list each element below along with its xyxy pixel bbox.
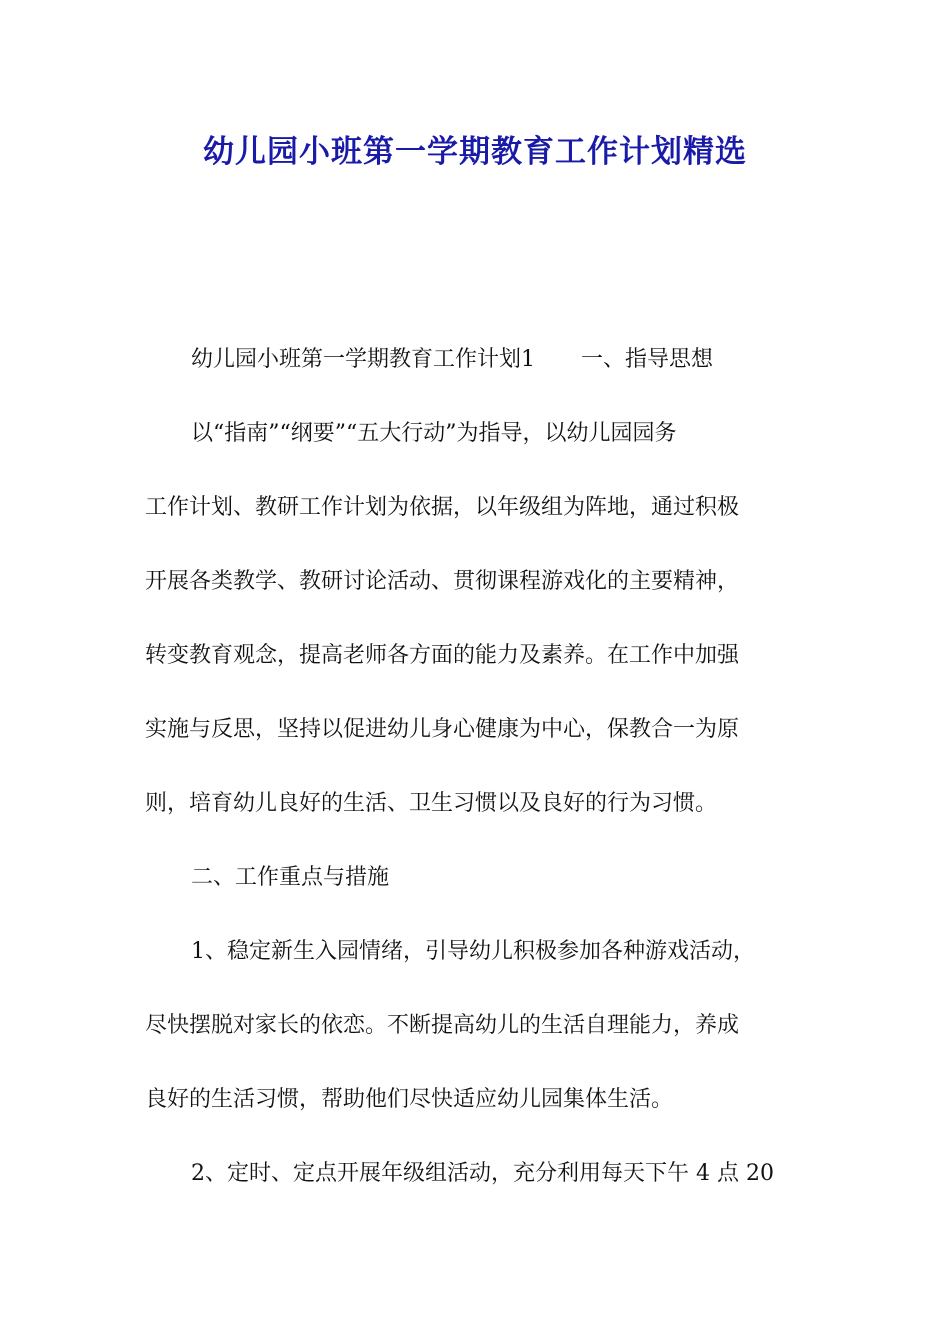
paragraph-line: 以“指南”“纲要”“五大行动”为指导，以幼儿园园务 bbox=[191, 421, 677, 446]
paragraph-line: 尽快摆脱对家长的依恋。不断提高幼儿的生活自理能力，养成 bbox=[145, 1013, 740, 1038]
paragraph-line: 转变教育观念，提高老师各方面的能力及素养。在工作中加强 bbox=[145, 643, 740, 668]
document-body bbox=[145, 338, 810, 1226]
paragraph-line: 良好的生活习惯，帮助他们尽快适应幼儿园集体生活。 bbox=[145, 1087, 674, 1112]
paragraph-line: 实施与反思，坚持以促进幼儿身心健康为中心，保教合一为原 bbox=[145, 717, 740, 742]
document-subtitle: 幼儿园小班第一学期教育工作计划1 bbox=[191, 347, 535, 372]
document-title: 幼儿园小班第一学期教育工作计划精选 bbox=[203, 134, 747, 170]
paragraph-line: 2、定时、定点开展年级组活动，充分利用每天下午 4 点 20 bbox=[191, 1161, 774, 1186]
paragraph-line: 1、稳定新生入园情绪，引导幼儿积极参加各种游戏活动， bbox=[191, 939, 755, 964]
paragraph-line: 开展各类教学、教研讨论活动、贯彻课程游戏化的主要精神， bbox=[145, 569, 740, 594]
paragraph-line: 则，培育幼儿良好的生活、卫生习惯以及良好的行为习惯。 bbox=[145, 791, 718, 816]
paragraph-line: 工作计划、教研工作计划为依据，以年级组为阵地，通过积极 bbox=[145, 495, 740, 520]
section-heading-guiding-ideology: 一、指导思想 bbox=[581, 347, 714, 372]
section-heading-key-work: 二、工作重点与措施 bbox=[191, 865, 390, 890]
heading-line bbox=[145, 338, 810, 412]
